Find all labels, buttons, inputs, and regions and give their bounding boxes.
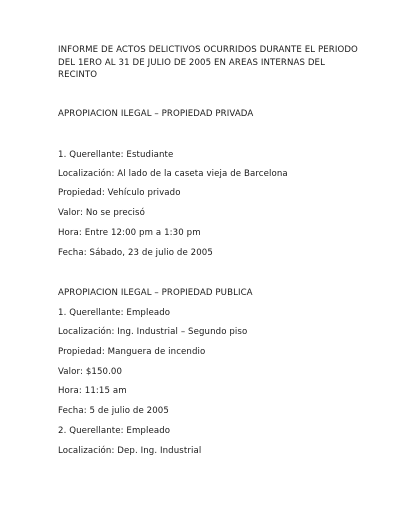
section-heading-private: APROPIACION ILEGAL – PROPIEDAD PRIVADA xyxy=(58,109,254,119)
section-heading-public: APROPIACION ILEGAL – PROPIEDAD PUBLICA xyxy=(58,288,253,298)
entry-querellante: 1. Querellante: Empleado xyxy=(58,308,171,318)
entry-propiedad: Propiedad: Vehículo privado xyxy=(58,188,181,198)
entry-valor: Valor: No se precisó xyxy=(58,208,145,218)
entry-localizacion: Localización: Al lado de la caseta vieja de Barcelona xyxy=(58,169,288,179)
entry-querellante: 1. Querellante: Estudiante xyxy=(58,150,174,160)
entry-fecha: Fecha: Sábado, 23 de julio de 2005 xyxy=(58,248,213,258)
entry-localizacion: Localización: Dep. Ing. Industrial xyxy=(58,446,202,456)
entry-querellante: 2. Querellante: Empleado xyxy=(58,426,171,436)
entry-propiedad: Propiedad: Manguera de incendio xyxy=(58,347,206,357)
entry-localizacion: Localización: Ing. Industrial – Segundo piso xyxy=(58,327,248,337)
report-title: INFORME DE ACTOS DELICTIVOS OCURRIDOS DURANTE EL PERIODO DEL 1ERO AL 31 DE JULIO DE 2005 EN AREAS INTERNAS DEL RECINTO xyxy=(58,45,358,80)
entry-valor: Valor: $150.00 xyxy=(58,367,123,377)
entry-hora: Hora: 11:15 am xyxy=(58,386,127,396)
entry-hora: Hora: Entre 12:00 pm a 1:30 pm xyxy=(58,228,201,238)
entry-fecha: Fecha: 5 de julio de 2005 xyxy=(58,406,169,416)
